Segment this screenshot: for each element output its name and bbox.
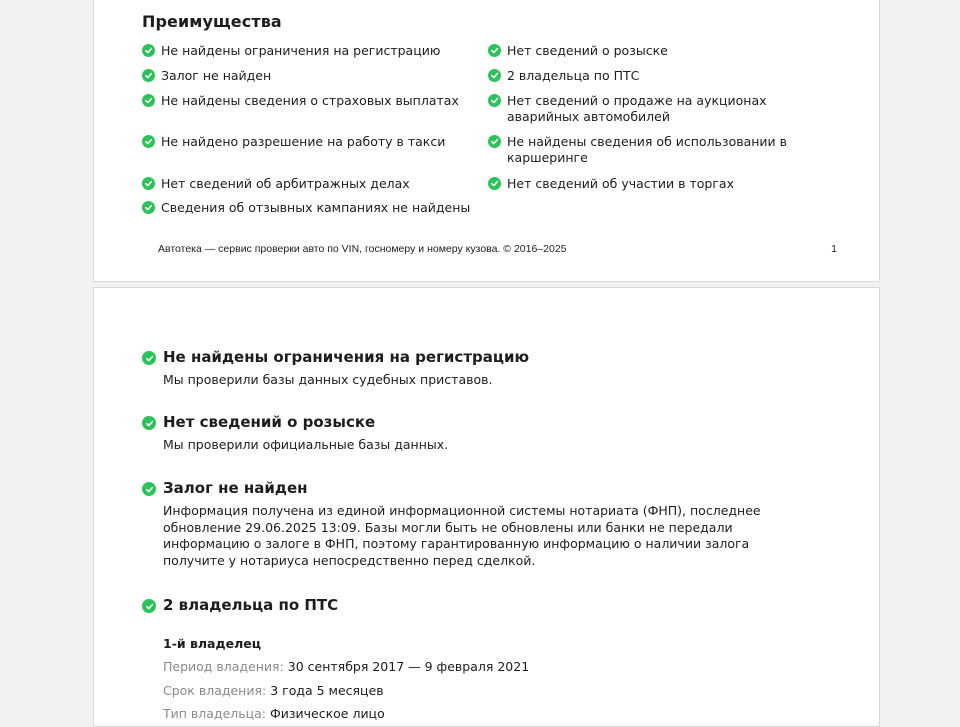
advantage-item [142,68,472,84]
advantage-item [142,93,472,109]
advantage-item [142,200,472,216]
advantage-item [142,43,472,59]
section-body: Мы проверили базы данных судебных приставов. [163,372,493,387]
section-title-text: 2 владельца по ПТС [163,596,339,614]
advantage-item [142,134,472,150]
page-number: 1 [831,243,837,255]
section-pledge [142,478,812,569]
advantage-label: Нет сведений о продаже на аукционах аварийных автомобилей [507,93,767,124]
advantage-label: 2 владельца по ПТС [507,68,640,83]
advantage-item [488,68,818,84]
advantage-label: Не найдено разрешение на работу в такси [161,134,446,149]
owner-duration-row [163,683,384,699]
check-icon [142,69,155,82]
check-icon [142,599,156,613]
advantage-label: Не найдены сведения о страховых выплатах [161,93,459,108]
advantage-item [488,176,818,192]
section-title [142,347,812,367]
advantage-label: Не найдены сведения об использовании в каршеринге [507,134,788,165]
report-page-2 [93,287,880,727]
page-footer [158,243,837,255]
owner-row-label: Период владения: [163,659,284,674]
section-title-text: Нет сведений о розыске [163,413,376,431]
owner-row-value: 30 сентября 2017 — 9 февраля 2021 [287,659,530,674]
advantages-title: Преимущества [142,12,282,31]
section-body: Информация получена из единой информационной системы нотариата (ФНП), последнее обновление 29.06.2025 13:09. Базы могли быть не обновлены или банки не передали информацию о залоге в ФНП, поэтому гарантированную информацию о наличии залога получите у нотариуса непосредственно перед сделкой. [163,503,761,568]
check-icon [142,351,156,365]
section-title-text: Не найдены ограничения на регистрацию [163,348,530,366]
advantage-item [142,176,472,192]
check-icon [142,482,156,496]
section-title [142,595,812,615]
section-title-text: Залог не найден [163,479,308,497]
advantage-label: Нет сведений о розыске [507,43,668,58]
owner-title: 1-й владелец [163,636,261,651]
check-icon [142,94,155,107]
advantage-item [488,134,818,166]
section-body: Мы проверили официальные базы данных. [163,437,449,452]
section-title [142,412,812,432]
report-page-1 [93,0,880,282]
section-owners [142,595,812,615]
check-icon [142,416,156,430]
advantage-label: Нет сведений об арбитражных делах [161,176,410,191]
check-icon [488,135,501,148]
owner-row-value: Физическое лицо [269,706,385,721]
advantage-label: Не найдены ограничения на регистрацию [161,43,441,58]
footer-text: Автотека — сервис проверки авто по VIN, госномеру и номеру кузова. © 2016–2025 [158,243,567,255]
check-icon [142,44,155,57]
advantage-label: Нет сведений об участии в торгах [507,176,734,191]
advantage-item [488,43,818,59]
advantage-item [488,93,818,125]
section-title [142,478,812,498]
check-icon [142,135,155,148]
owner-row-label: Срок владения: [163,683,267,698]
check-icon [142,177,155,190]
check-icon [488,177,501,190]
owner-row-value: 3 года 5 месяцев [270,683,384,698]
section-wanted [142,412,812,454]
check-icon [488,44,501,57]
check-icon [488,69,501,82]
advantage-label: Сведения об отзывных кампаниях не найдены [161,200,471,215]
section-registration [142,347,812,389]
owner-period-row [163,659,529,675]
check-icon [142,201,155,214]
advantage-label: Залог не найден [161,68,272,83]
owner-row-label: Тип владельца: [163,706,266,721]
check-icon [488,94,501,107]
